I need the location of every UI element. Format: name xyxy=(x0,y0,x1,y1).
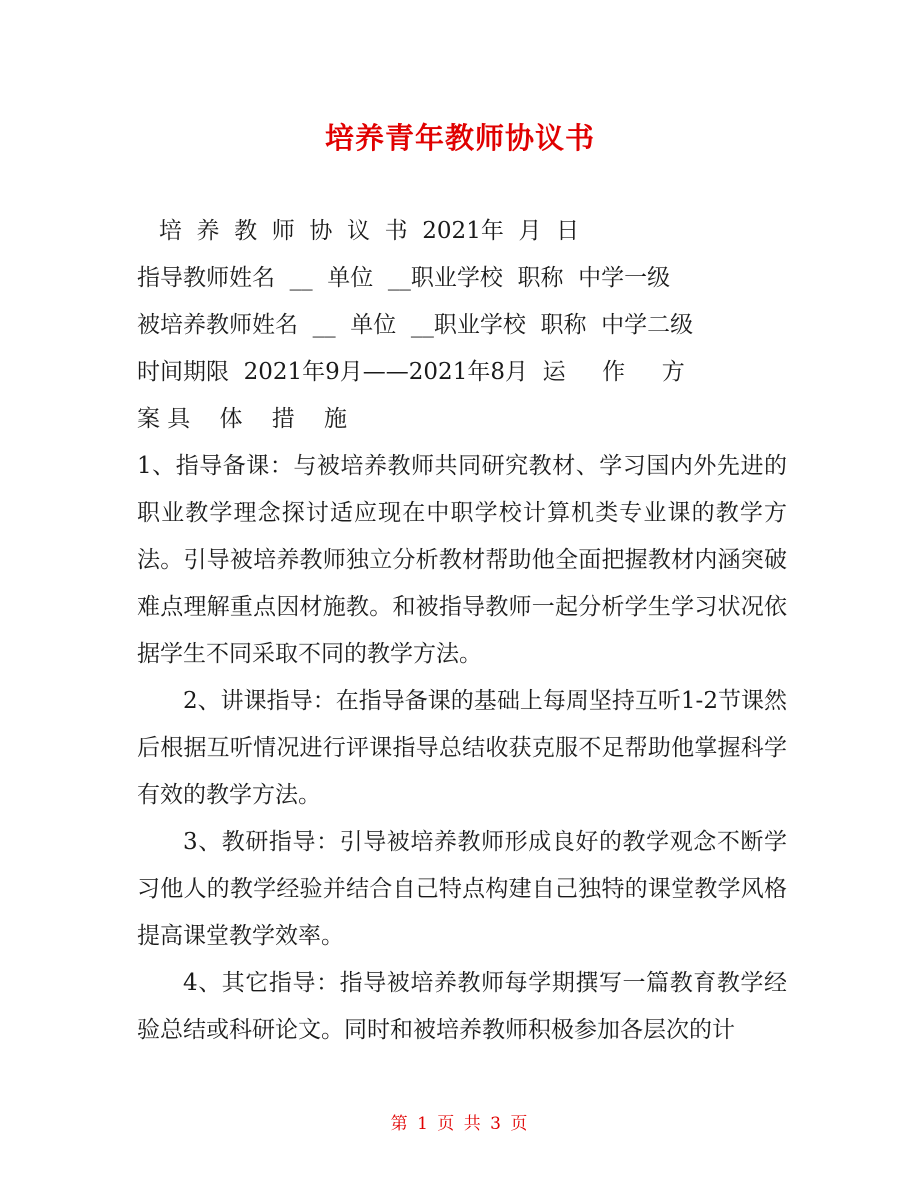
header-line-period: 时间期限 2021年9月——2021年8月 运 作 方 xyxy=(137,359,685,385)
header-line-measures: 案 具 体 措 施 xyxy=(137,406,348,432)
header-line-mentor: 指导教师姓名 __ 单位 __职业学校 职称 中学一级 xyxy=(137,265,671,291)
paragraph-lesson-prep: 1、指导备课：与被培养教师共同研究教材、学习国内外先进的职业教学理念探讨适应现在中职学校计算机类专业课的教学方法。引导被培养教师独立分析教材帮助他全面把握教材内涵突破难点理解重点因材施教。和被指导教师一起分析学生学习状况依据学生不同采取不同的教学方法。 xyxy=(137,453,787,667)
page-number: 第 1 页 共 3 页 xyxy=(390,1114,530,1134)
page-footer xyxy=(0,1111,920,1137)
paragraph-other-guidance: 4、其它指导：指导被培养教师每学期撰写一篇教育教学经验总结或科研论文。同时和被培养教师积极参加各层次的计 xyxy=(137,970,787,1043)
paragraph-teaching-guidance: 2、讲课指导：在指导备课的基础上每周坚持互听1-2节课然后根据互听情况进行评课指导总结收获克服不足帮助他掌握科学有效的教学方法。 xyxy=(137,688,787,808)
header-line-title: 培 养 教 师 协 议 书 2021年 月 日 xyxy=(137,218,580,244)
header-line-trainee: 被培养教师姓名 __ 单位 __职业学校 职称 中学二级 xyxy=(137,312,694,338)
document-body xyxy=(137,208,787,1054)
page-title: 培养青年教师协议书 xyxy=(324,121,595,155)
paragraph-research-guidance: 3、教研指导：引导被培养教师形成良好的教学观念不断学习他人的教学经验并结合自己特点构建自己独特的课堂教学风格提高课堂教学效率。 xyxy=(137,829,787,949)
